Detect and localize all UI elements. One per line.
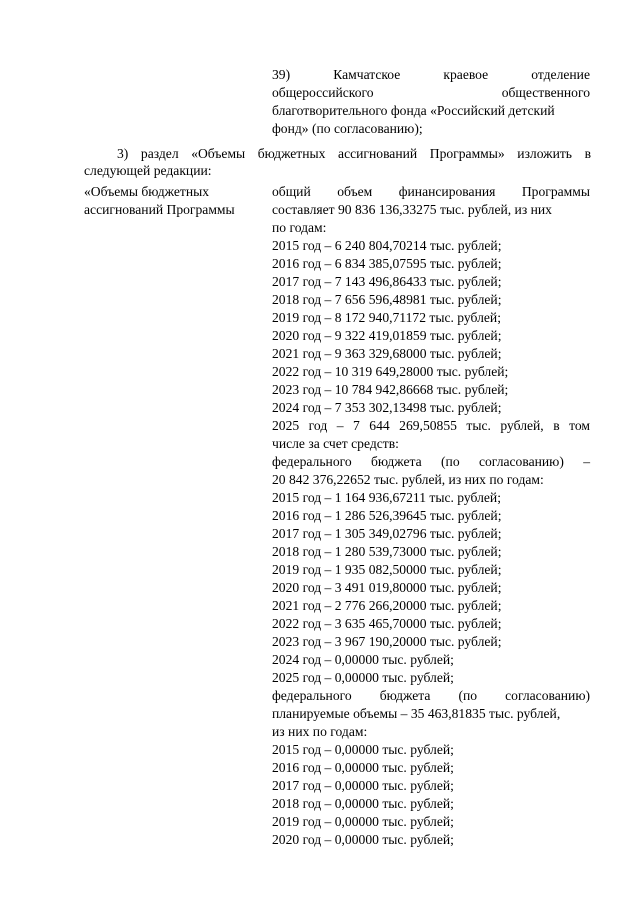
item39-line: фонд» (по согласованию); [272, 121, 423, 136]
item39-line: 39) Камчатское краевое отделение [272, 67, 590, 82]
funding-line: 2022 год – 3 635 465,70000 тыс. рублей; [272, 616, 502, 631]
funding-line: 2021 год – 2 776 266,20000 тыс. рублей; [272, 598, 502, 613]
funding-line: планируемые объемы – 35 463,81835 тыс. рублей, [272, 706, 561, 721]
funding-line: 2021 год – 9 363 329,68000 тыс. рублей; [272, 346, 502, 361]
paragraph3-line: 3) раздел «Объемы бюджетных ассигнований Программы» изложить в [117, 146, 591, 161]
funding-line: 2015 год – 1 164 936,67211 тыс. рублей; [272, 490, 501, 505]
funding-line: 2019 год – 1 935 082,50000 тыс. рублей; [272, 562, 502, 577]
funding-line: числе за счет средств: [272, 436, 399, 451]
funding-line: 2016 год – 0,00000 тыс. рублей; [272, 760, 454, 775]
funding-line: 2022 год – 10 319 649,28000 тыс. рублей; [272, 364, 509, 379]
funding-line: 2018 год – 1 280 539,73000 тыс. рублей; [272, 544, 502, 559]
funding-line: 2020 год – 3 491 019,80000 тыс. рублей; [272, 580, 502, 595]
funding-line: по годам: [272, 220, 327, 235]
funding-line: 2016 год – 6 834 385,07595 тыс. рублей; [272, 256, 502, 271]
item39-line: благотворительного фонда «Российский детский [272, 103, 555, 118]
paragraph3-line: следующей редакции: [84, 163, 212, 178]
funding-line: из них по годам: [272, 724, 368, 739]
funding-line: 2017 год – 1 305 349,02796 тыс. рублей; [272, 526, 502, 541]
funding-line: 2025 год – 0,00000 тыс. рублей; [272, 670, 454, 685]
funding-line: 2018 год – 0,00000 тыс. рублей; [272, 796, 454, 811]
funding-line: 20 842 376,22652 тыс. рублей, из них по годам: [272, 472, 544, 487]
funding-line: федерального бюджета (по согласованию) [272, 688, 590, 703]
item39-line: общероссийского общественного [272, 85, 590, 100]
funding-line: 2017 год – 7 143 496,86433 тыс. рублей; [272, 274, 502, 289]
funding-line: 2019 год – 0,00000 тыс. рублей; [272, 814, 454, 829]
funding-line: 2020 год – 0,00000 тыс. рублей; [272, 832, 454, 847]
funding-line: 2018 год – 7 656 596,48981 тыс. рублей; [272, 292, 502, 307]
funding-line: 2024 год – 7 353 302,13498 тыс. рублей; [272, 400, 502, 415]
funding-line: федерального бюджета (по согласованию) – [272, 454, 590, 469]
left-label-line: «Объемы бюджетных [84, 184, 210, 199]
funding-line: 2015 год – 0,00000 тыс. рублей; [272, 742, 454, 757]
funding-line: составляет 90 836 136,33275 тыс. рублей, из них [272, 202, 552, 217]
funding-line: 2023 год – 3 967 190,20000 тыс. рублей; [272, 634, 502, 649]
funding-line: 2023 год – 10 784 942,86668 тыс. рублей; [272, 382, 509, 397]
funding-line: общий объем финансирования Программы [272, 184, 590, 199]
funding-line: 2024 год – 0,00000 тыс. рублей; [272, 652, 454, 667]
funding-line: 2017 год – 0,00000 тыс. рублей; [272, 778, 454, 793]
funding-line: 2020 год – 9 322 419,01859 тыс. рублей; [272, 328, 502, 343]
funding-line: 2015 год – 6 240 804,70214 тыс. рублей; [272, 238, 502, 253]
funding-line: 2025 год – 7 644 269,50855 тыс. рублей, в том [272, 418, 590, 433]
funding-line: 2016 год – 1 286 526,39645 тыс. рублей; [272, 508, 502, 523]
funding-line: 2019 год – 8 172 940,71172 тыс. рублей; [272, 310, 501, 325]
left-label-line: ассигнований Программы [84, 202, 235, 217]
